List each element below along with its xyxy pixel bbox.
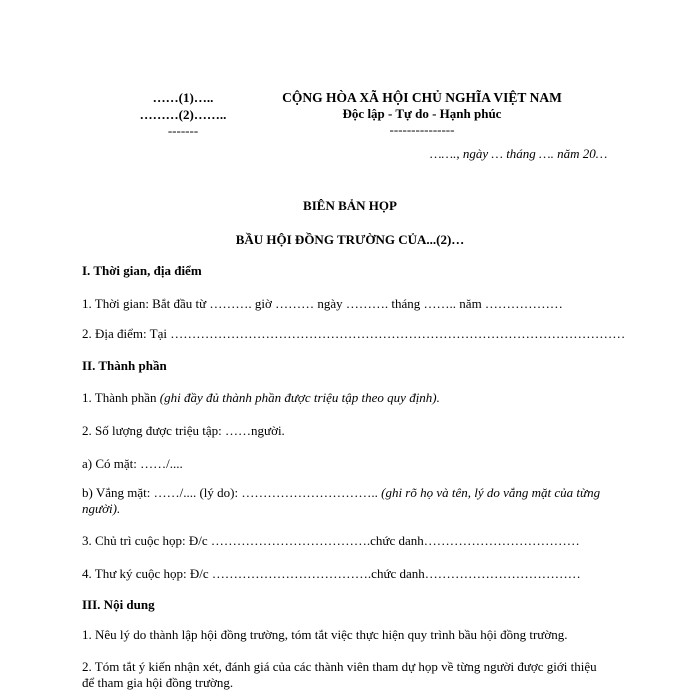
item-absent-note: (ghi rõ họ và tên, lý do vắng mặt của từng người). [82, 485, 601, 516]
org-line-1: ……(1)….. [152, 90, 214, 105]
section-heading-time-place: I. Thời gian, địa điểm [82, 263, 202, 278]
date-line: ……., ngày … tháng …. năm 20… [430, 146, 608, 161]
item-participants-note: (ghi đầy đủ thành phần được triệu tập theo quy định). [159, 390, 440, 405]
item-secretary: 4. Thư ký cuộc họp: Đ/c ……………………………….chức danh……………………………… [82, 566, 581, 581]
section-heading-participants: II. Thành phần [82, 358, 167, 373]
country-name: CỘNG HÒA XÃ HỘI CHỦ NGHĨA VIỆT NAM [282, 90, 562, 105]
org-divider: ------- [167, 123, 199, 138]
section-heading-content: III. Nội dung [82, 597, 155, 612]
item-participants [82, 390, 440, 406]
org-line-2: ………(2)…….. [139, 107, 227, 122]
item-comments: 2. Tóm tắt ý kiến nhận xét, đánh giá của các thành viên tham dự họp về từng người được giới thiệu để tham gia hội đồng trường. [82, 659, 597, 690]
item-chair: 3. Chủ trì cuộc họp: Đ/c ……………………………….chức danh……………………………… [82, 533, 580, 548]
item-participants-label: 1. Thành phần [82, 390, 160, 405]
item-invited-count: 2. Số lượng được triệu tập: ……người. [82, 423, 285, 438]
item-time: 1. Thời gian: Bắt đầu từ ………. giờ ……… ngày ………. tháng …….. năm ……………… [82, 296, 563, 311]
item-reason: 1. Nêu lý do thành lập hội đồng trường, tóm tắt việc thực hiện quy trình bầu hội đồng trường. [82, 627, 568, 642]
document-subtitle: BẦU HỘI ĐỒNG TRƯỜNG CỦA...(2)… [235, 232, 465, 247]
motto-divider: --------------- [389, 122, 455, 137]
item-absent-label: b) Vắng mặt: ……/.... (lý do): ………………………….. [82, 485, 382, 500]
item-absent-count [82, 485, 612, 517]
document-title: BIÊN BẢN HỌP [303, 198, 397, 213]
item-present-count: a) Có mặt: ……/.... [82, 456, 183, 471]
national-motto: Độc lập - Tự do - Hạnh phúc [342, 106, 502, 121]
item-location: 2. Địa điểm: Tại …………………………………………………………………………………………… [82, 326, 626, 341]
